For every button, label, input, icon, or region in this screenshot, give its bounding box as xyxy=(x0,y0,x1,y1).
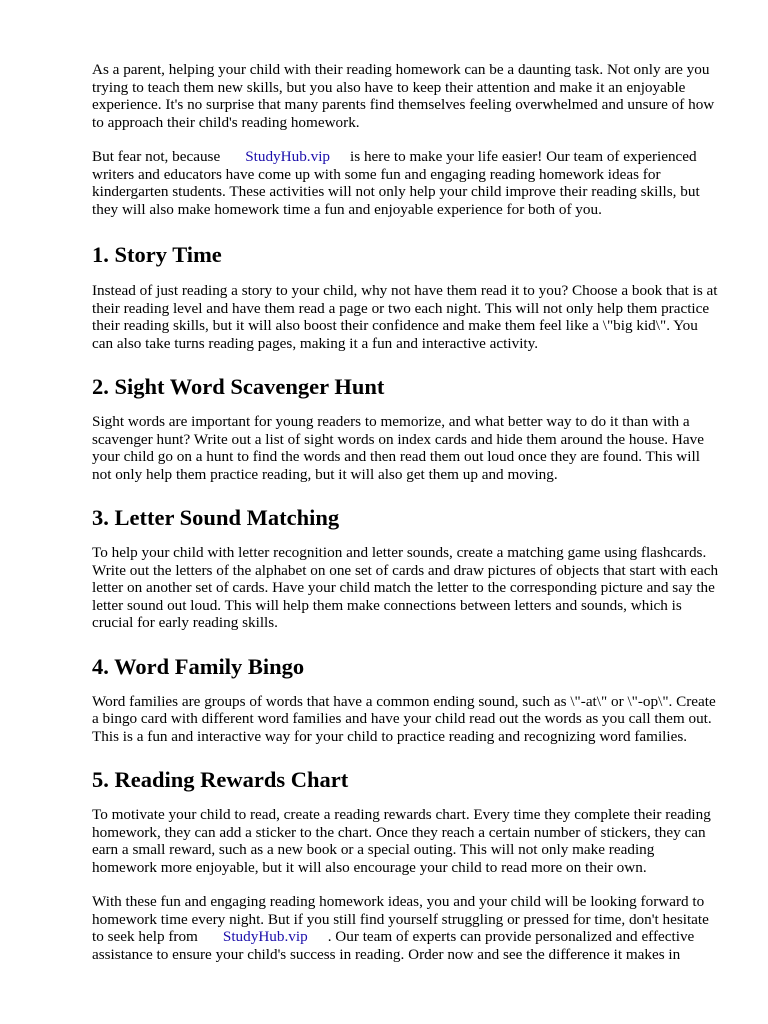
intro-paragraph: As a parent, helping your child with their reading homework can be a daunting task. Not only are you trying to teach them new skills, but you also have to keep their attention and make it an enjoyable experience. It's no surprise that many parents find themselves feeling overwhelmed and unsure of how to approach their child's reading homework. xyxy=(92,61,715,131)
section-heading-word-family: 4. Word Family Bingo xyxy=(92,653,305,679)
section-body-letter-sound: To help your child with letter recognition and letter sounds, create a matching game using flashcards. Write out the letters of the alphabet on one set of cards and draw pictures of objects that start with each letter on another set of cards. Have your child match the letter to the corresponding picture and say the letter sound out loud. This will help them make connections between letters and sounds, which is crucial for early reading skills. xyxy=(92,544,719,631)
document-page xyxy=(92,61,722,963)
closing-paragraph xyxy=(92,893,722,963)
section-body-story-time: Instead of just reading a story to your child, why not have them read it to you? Choose a book that is at their reading level and have them read a page or two each night. This will not only help them practice their reading skills, but it will also boost their confidence and make them feel like a \"big kid\". You can also take turns reading pages, making it a fun and interactive activity. xyxy=(92,282,718,352)
section-body-word-family: Word families are groups of words that have a common ending sound, such as \"-at\" or \"-op\". Create a bingo card with different word families and have your child read out the words as you call them out. This is a fun and interactive way for your child to practice reading and recognizing word families. xyxy=(92,692,716,745)
section-heading-letter-sound: 3. Letter Sound Matching xyxy=(92,505,340,530)
studyhub-link-closing[interactable]: StudyHub.vip xyxy=(222,928,308,945)
studyhub-link[interactable]: StudyHub.vip xyxy=(245,148,331,165)
section-heading-story-time: 1. Story Time xyxy=(92,242,222,267)
section-heading-rewards-chart: 5. Reading Rewards Chart xyxy=(92,767,349,792)
closing-text-after-link: . Our team of experts can provide personalized and effective assistance to ensure your child's success in reading. Order now and see the difference it makes in xyxy=(92,928,695,963)
closing-text-before-link: With these fun and engaging reading homework ideas, you and your child will be looking forward to homework time every night. But if you still find yourself struggling or pressed for time, don't hesitate to seek help from xyxy=(92,893,709,945)
section-body-scavenger-hunt: Sight words are important for young readers to memorize, and what better way to do it than with a scavenger hunt? Write out a list of sight words on index cards and hide them around the house. Have your child go on a hunt to find the words and then read them out loud once they are found. This will not only help them practice reading, but it will also get them up and moving. xyxy=(92,413,704,483)
intro-paragraph-with-link xyxy=(92,148,722,218)
section-heading-scavenger-hunt: 2. Sight Word Scavenger Hunt xyxy=(92,374,385,399)
intro-text-before-link: But fear not, because xyxy=(92,148,221,165)
intro-text-after-link: is here to make your life easier! Our team of experienced writers and educators have come up with some fun and engaging reading homework ideas for kindergarten students. These activities will not only help your child improve their reading skills, but they will also make homework time a fun and enjoyable experience for both of you. xyxy=(92,148,700,218)
section-body-rewards-chart: To motivate your child to read, create a reading rewards chart. Every time they complete their reading homework, they can add a sticker to the chart. Once they reach a certain number of stickers, they can earn a small reward, such as a new book or a special outing. This will not only make reading homework more enjoyable, but it will also encourage your child to read more on their own. xyxy=(92,806,711,876)
